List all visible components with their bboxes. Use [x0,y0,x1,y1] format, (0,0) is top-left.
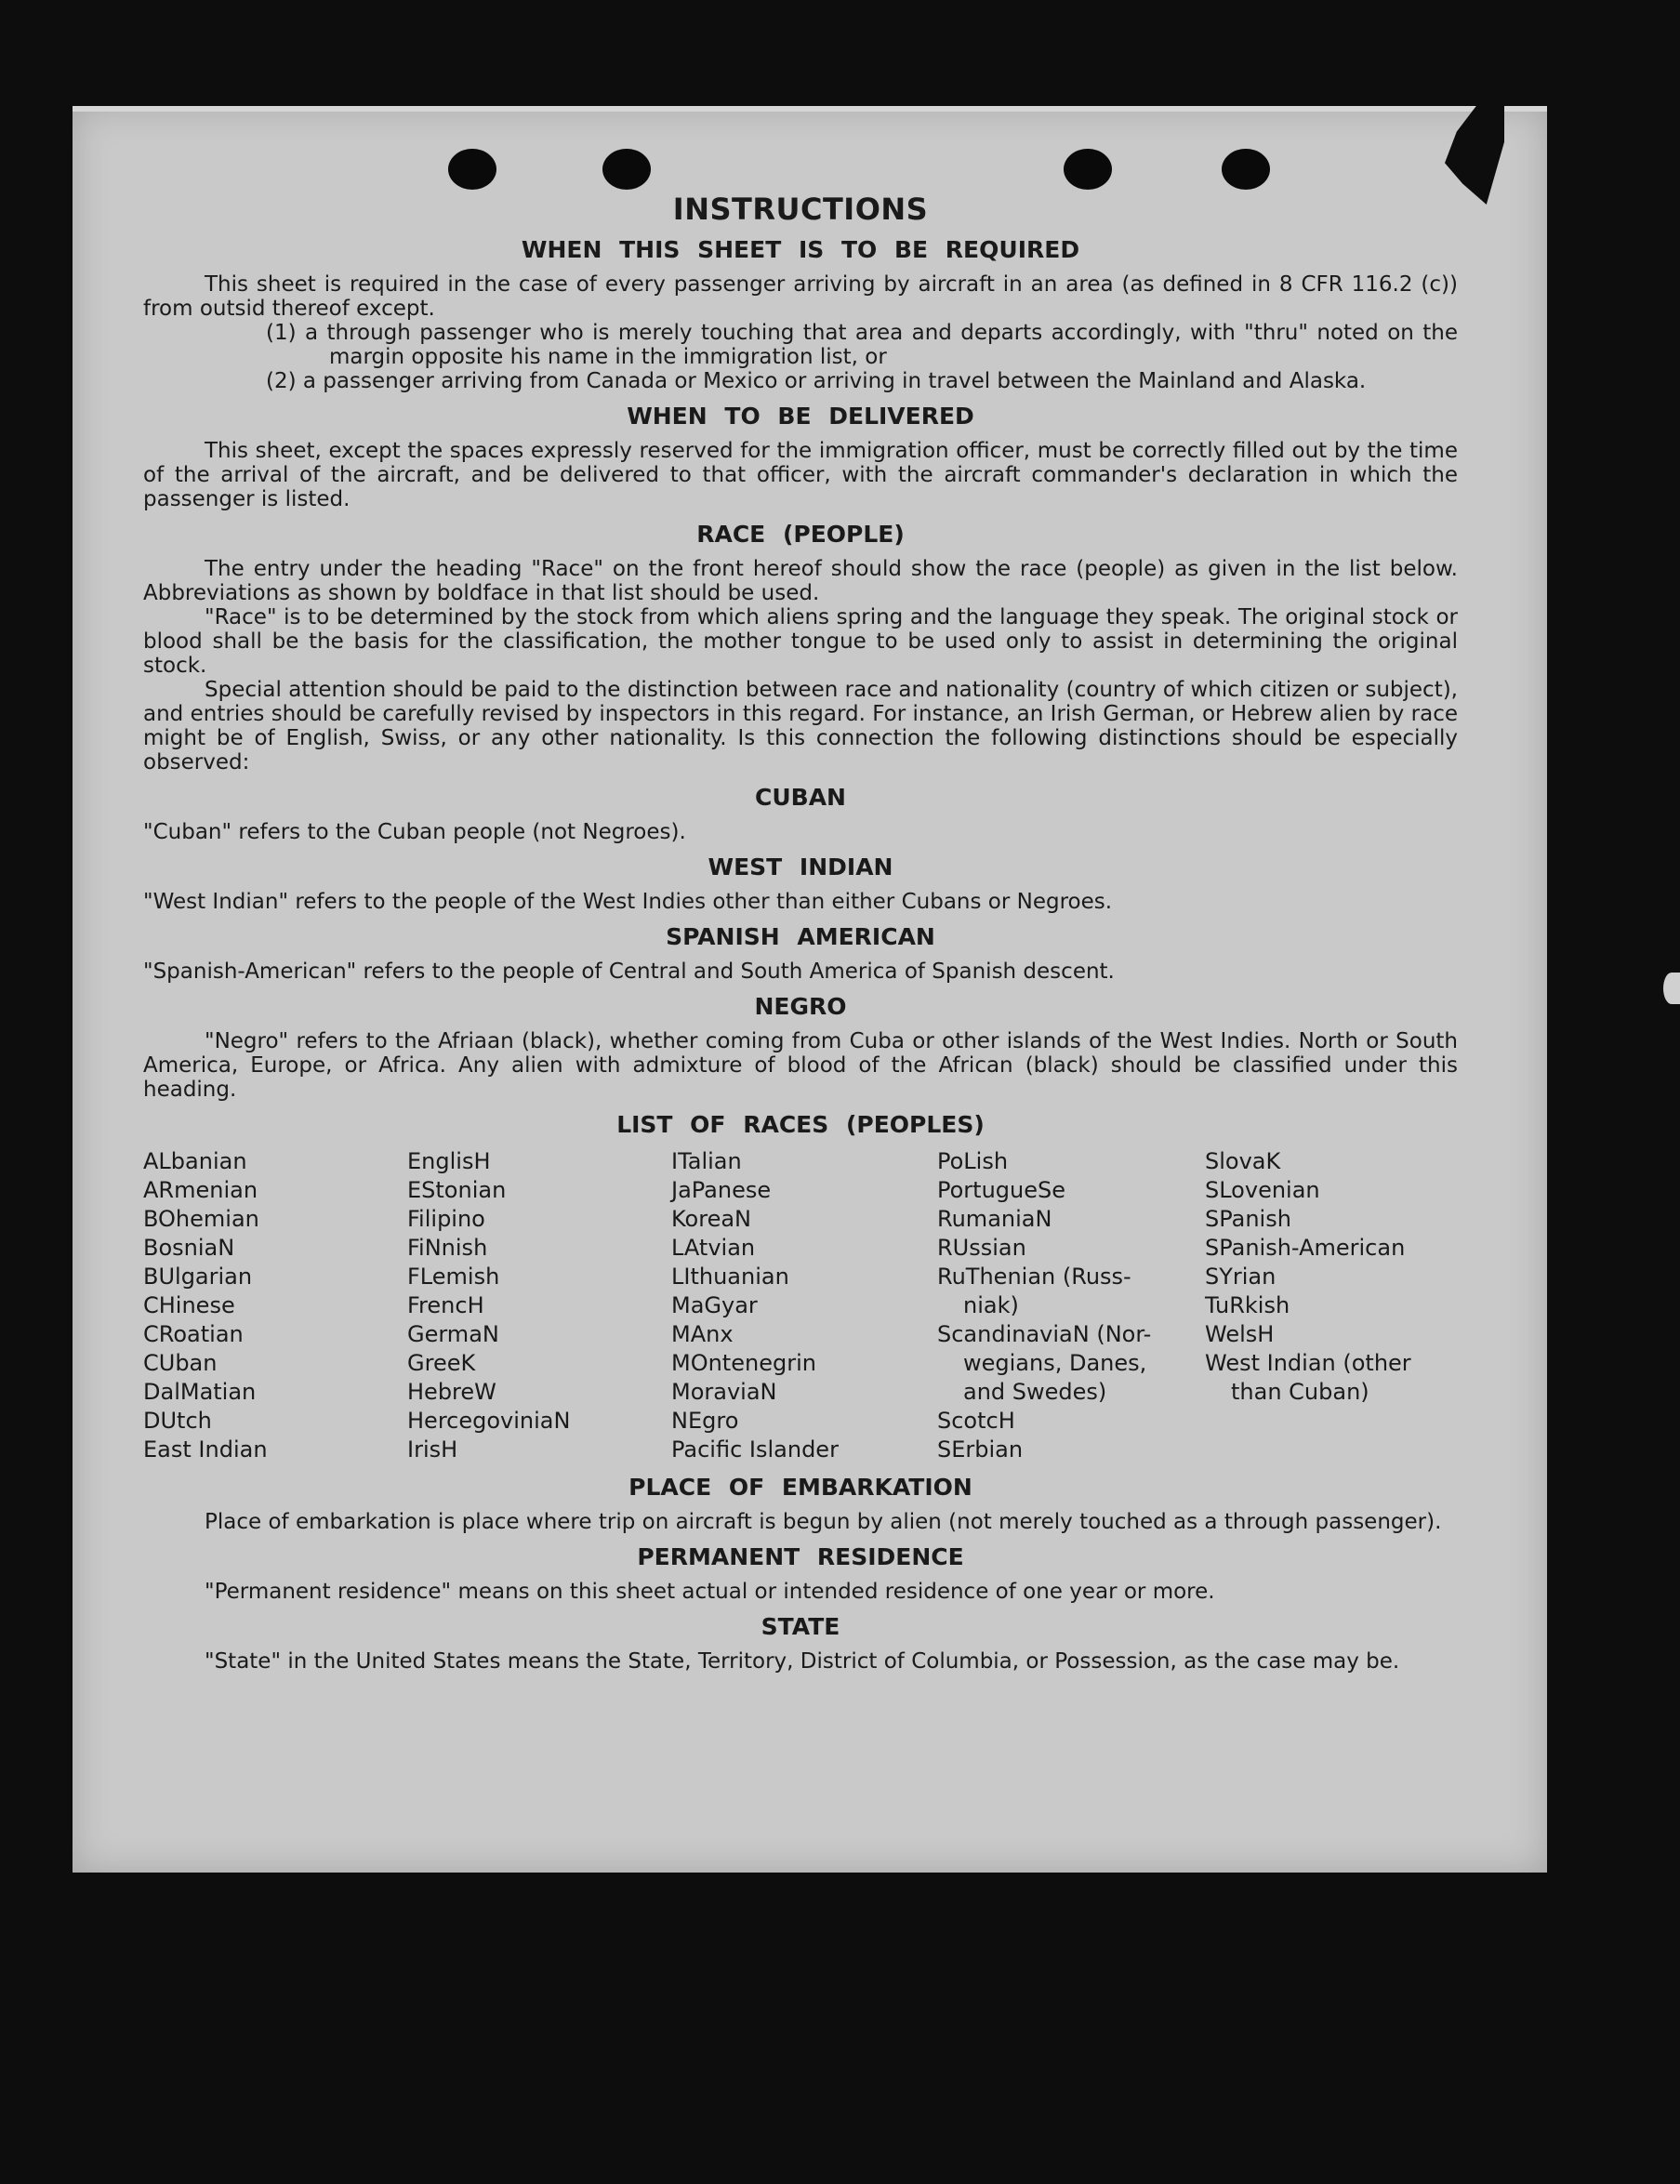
race-entry: DalMatian [143,1379,257,1405]
heading-required: WHEN THIS SHEET IS TO BE REQUIRED [521,236,1080,263]
race-entry: WelsH [1205,1321,1275,1347]
race-entry: PortugueSe [937,1177,1065,1203]
page-title: INSTRUCTIONS [672,192,929,227]
race-entry: and Swedes) [963,1379,1107,1405]
document-sheet [73,106,1547,1873]
race-entry: SErbian [937,1436,1024,1463]
required-item-1: (1) a through passenger who is merely touching that area and departs accordingly, with "thru" noted on the margin opposite his name in the immigration list, or [266,321,1458,369]
cuban-text: "Cuban" refers to the Cuban people (not Negroes). [143,820,686,844]
race-entry: ALbanian [143,1148,247,1174]
race-entry: FLemish [407,1264,500,1290]
race-entry: niak) [963,1292,1019,1318]
race-entry: ScotcH [937,1408,1015,1434]
race-entry: GermaN [407,1321,499,1347]
heading-cuban: CUBAN [755,784,846,811]
race-entry: BOhemian [143,1206,259,1232]
instructions-content [143,192,1458,1674]
race-entry: than Cuban) [1231,1379,1369,1405]
heading-race: RACE (PEOPLE) [696,521,905,548]
race-entry: MaGyar [671,1292,758,1318]
race-entry: RUssian [937,1235,1026,1261]
heading-negro: NEGRO [754,993,847,1020]
heading-permanent-residence: PERMANENT RESIDENCE [637,1543,964,1570]
race-entry: SYrian [1205,1264,1277,1290]
heading-delivered: WHEN TO BE DELIVERED [627,403,974,430]
races-column [671,1147,937,1464]
race-paragraph-2: "Race" is to be determined by the stock from which aliens spring and the language they speak. The original stock or blood shall be the basis for the classification, the mother tongue to be used only to assist in determining the original stock. [143,605,1458,678]
race-entry: West Indian (other [1205,1350,1411,1376]
race-entry: GreeK [407,1350,476,1376]
heading-state: STATE [761,1613,840,1640]
race-entry: ScandinaviaN (Nor- [937,1321,1152,1347]
race-entry: HebreW [407,1379,496,1405]
race-entry: BosniaN [143,1235,235,1261]
race-entry: EStonian [407,1177,507,1203]
race-entry: SlovaK [1205,1148,1281,1174]
heading-spanish-american: SPANISH AMERICAN [666,923,935,950]
spanish-american-text: "Spanish-American" refers to the people of Central and South America of Spanish descent. [143,960,1115,984]
race-entry: LIthuanian [671,1264,789,1290]
race-entry: PoLish [937,1148,1009,1174]
punch-hole [602,149,651,190]
race-entry: SLovenian [1205,1177,1320,1203]
heading-embarkation: PLACE OF EMBARKATION [628,1474,972,1501]
race-entry: RuThenian (Russ- [937,1264,1131,1290]
race-entry: CHinese [143,1292,235,1318]
race-entry: FrencH [407,1292,484,1318]
race-entry: East Indian [143,1436,268,1463]
punch-hole [1064,149,1112,190]
race-entry: KoreaN [671,1206,751,1232]
race-entry: CUban [143,1350,218,1376]
delivered-text: This sheet, except the spaces expressly reserved for the immigration officer, must be correctly filled out by the time of the arrival of the aircraft, and be delivered to that officer, with the aircraft commander's declaration in which the passenger is listed. [143,439,1458,511]
embarkation-text: Place of embarkation is place where trip on aircraft is begun by alien (not merely touched as a through passenger). [205,1510,1442,1534]
race-entry: MAnx [671,1321,734,1347]
races-column [143,1147,407,1464]
race-entry: TuRkish [1205,1292,1290,1318]
races-column [937,1147,1205,1464]
race-entry: EnglisH [407,1148,491,1174]
heading-list-of-races: LIST OF RACES (PEOPLES) [616,1111,985,1138]
race-entry: SPanish [1205,1206,1291,1232]
required-item-2: (2) a passenger arriving from Canada or Mexico or arriving in travel between the Mainland and Alaska. [266,369,1367,393]
race-entry: wegians, Danes, [963,1350,1147,1376]
west-indian-text: "West Indian" refers to the people of the West Indies other than either Cubans or Negroes. [143,890,1113,914]
race-entry: JaPanese [671,1177,772,1203]
race-entry: ITalian [671,1148,742,1174]
punch-hole [1222,149,1270,190]
race-entry: DUtch [143,1408,212,1434]
race-entry: Pacific Islander [671,1436,839,1463]
race-entry: FiNnish [407,1235,488,1261]
sheet-top-edge [73,106,1547,112]
race-entry: RumaniaN [937,1206,1052,1232]
race-entry: NEgro [671,1408,739,1434]
negro-text: "Negro" refers to the Afriaan (black), whether coming from Cuba or other islands of the West Indies. North or South America, Europe, or Africa. Any alien with admixture of blood of the African (black) should be classified under this heading. [143,1029,1458,1102]
race-entry: CRoatian [143,1321,244,1347]
required-intro: This sheet is required in the case of every passenger arriving by aircraft in an area (as defined in 8 CFR 116.2 (c)) from outsid thereof except. [143,272,1458,321]
torn-corner [1445,100,1504,205]
race-entry: BUlgarian [143,1264,253,1290]
race-entry: HercegoviniaN [407,1408,571,1434]
race-paragraph-1: The entry under the heading "Race" on the front hereof should show the race (people) as given in the list below. Abbreviations as shown by boldface in that list should be used. [143,557,1458,605]
punch-hole [448,149,496,190]
heading-west-indian: WEST INDIAN [708,854,893,880]
race-entry: Filipino [407,1206,485,1232]
race-entry: MOntenegrin [671,1350,816,1376]
residence-text: "Permanent residence" means on this sheet actual or intended residence of one year or more. [205,1580,1215,1604]
race-entry: MoraviaN [671,1379,777,1405]
race-entry: ARmenian [143,1177,258,1203]
race-paragraph-3: Special attention should be paid to the distinction between race and nationality (country of which citizen or subject), and entries should be carefully revised by inspectors in this regard. For instance, an Irish German, or Hebrew alien by race might be of English, Swiss, or any other nationality. Is this connection the following distinctions should be especially observed: [143,678,1458,774]
races-list [143,1147,1458,1464]
race-entry: LAtvian [671,1235,756,1261]
race-entry: SPanish-American [1205,1235,1406,1261]
state-text: "State" in the United States means the State, Territory, District of Columbia, or Possession, as the case may be. [205,1649,1400,1674]
races-column [1205,1147,1456,1464]
races-column [407,1147,671,1464]
race-entry: IrisH [407,1436,458,1463]
scanner-edge-mark [1663,973,1680,1004]
